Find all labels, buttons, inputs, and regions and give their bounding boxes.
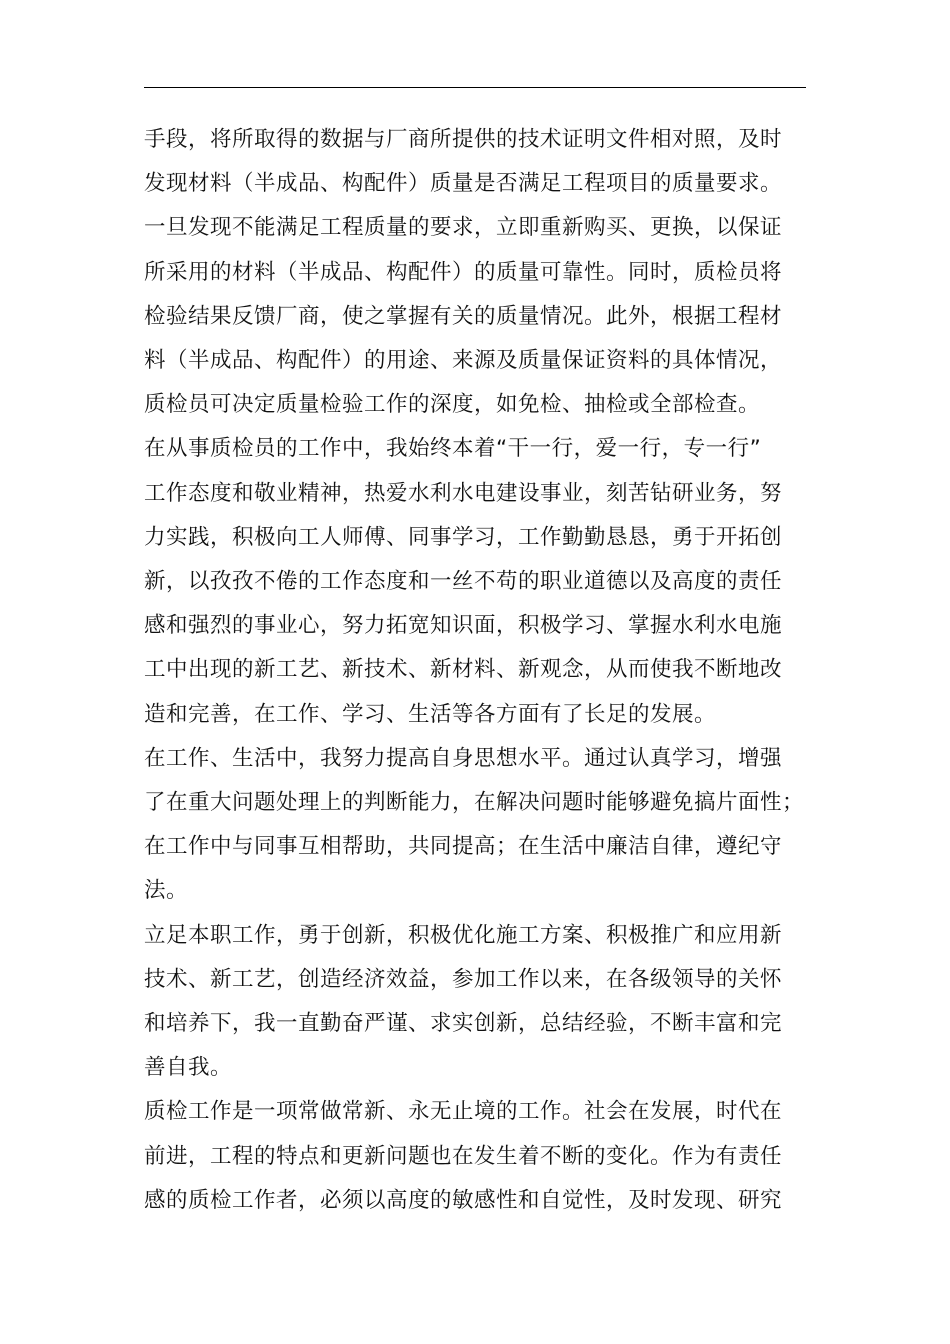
text-line: 工中出现的新工艺、新技术、新材料、新观念，从而使我不断地改 (144, 657, 783, 683)
text-line: 感的质检工作者，必须以高度的敏感性和自觉性，及时发现、研究 (144, 1187, 783, 1213)
text-line: 料（半成品、构配件）的用途、来源及质量保证资料的具体情况， (144, 348, 783, 374)
text-line: 法。 (144, 878, 189, 904)
text-line: 造和完善，在工作、学习、生活等各方面有了长足的发展。 (144, 701, 717, 727)
text-line: 所采用的材料（半成品、构配件）的质量可靠性。同时，质检员将 (144, 259, 783, 285)
text-line: 在从事质检员的工作中，我始终本着“干一行，爱一行，专一行” (144, 436, 762, 462)
text-line: 质检工作是一项常做常新、永无止境的工作。社会在发展，时代在 (144, 1099, 783, 1125)
text-line: 立足本职工作，勇于创新，积极优化施工方案、积极推广和应用新 (144, 922, 783, 948)
text-line: 检验结果反馈厂商，使之掌握有关的质量情况。此外，根据工程材 (144, 303, 783, 329)
paragraph-quality-work (144, 1090, 808, 1223)
text-line: 发现材料（半成品、构配件）质量是否满足工程项目的质量要求。 (144, 171, 783, 197)
text-line: 手段，将所取得的数据与厂商所提供的技术证明文件相对照，及时 (144, 127, 783, 152)
text-line: 力实践，积极向工人师傅、同事学习，工作勤勤恳恳，勇于开拓创 (144, 524, 783, 550)
text-line: 新，以孜孜不倦的工作态度和一丝不苟的职业道德以及高度的责任 (144, 569, 783, 595)
text-line: 一旦发现不能满足工程质量的要求，立即重新购买、更换，以保证 (144, 215, 783, 241)
paragraph-innovation (144, 914, 808, 1091)
text-line: 善自我。 (144, 1055, 233, 1081)
text-line: 了在重大问题处理上的判断能力，在解决问题时能够避免搞片面性； (144, 790, 805, 816)
header-rule (144, 87, 806, 88)
text-line: 质检员可决定质量检验工作的深度，如免检、抽检或全部检查。 (144, 392, 761, 418)
paragraph-work-attitude (144, 427, 808, 736)
text-line: 前进，工程的特点和更新问题也在发生着不断的变化。作为有责任 (144, 1143, 783, 1169)
text-line: 和培养下，我一直勤奋严谨、求实创新，总结经验，不断丰富和完 (144, 1011, 783, 1037)
text-line: 感和强烈的事业心，努力拓宽知识面，积极学习、掌握水利水电施 (144, 613, 783, 639)
paragraph-self-improvement (144, 737, 808, 914)
text-line: 工作态度和敬业精神，热爱水利水电建设事业，刻苦钻研业务，努 (144, 480, 783, 506)
paragraph-material-inspection (144, 118, 808, 427)
text-line: 技术、新工艺，创造经济效益，参加工作以来，在各级领导的关怀 (144, 966, 783, 992)
text-line: 在工作、生活中，我努力提高自身思想水平。通过认真学习，增强 (144, 745, 783, 771)
text-line: 在工作中与同事互相帮助，共同提高；在生活中廉洁自律，遵纪守 (144, 834, 783, 860)
document-body (144, 118, 808, 1223)
